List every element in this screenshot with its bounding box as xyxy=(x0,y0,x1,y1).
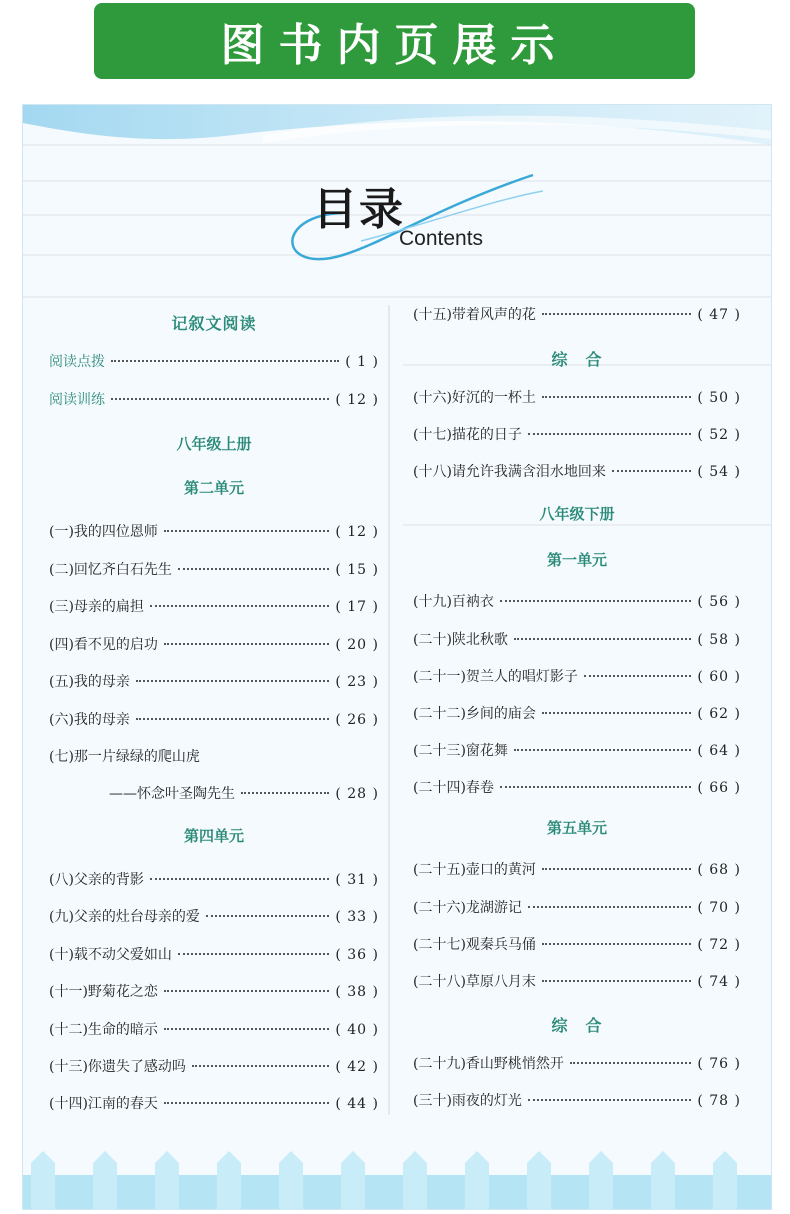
toc-entry-title: (十)载不动父爱如山 xyxy=(49,947,172,963)
toc-entry-page: ( 23 ) xyxy=(335,674,379,690)
toc-entry[interactable] xyxy=(49,559,379,579)
toc-entry-title: (九)父亲的灶台母亲的爱 xyxy=(49,909,200,925)
leader-dots xyxy=(164,643,329,645)
toc-entry-title: (三十)雨夜的灯光 xyxy=(413,1093,522,1109)
leader-dots xyxy=(136,718,329,720)
section-heading: 八年级上册 xyxy=(176,435,252,453)
toc-entry-title: (二十八)草原八月末 xyxy=(413,974,536,990)
leader-dots xyxy=(111,398,329,400)
toc-entry-title: (二十六)龙湖游记 xyxy=(413,900,522,916)
toc-entry-page: ( 54 ) xyxy=(697,464,741,480)
toc-entry-page: ( 38 ) xyxy=(335,984,379,1000)
section-heading: 记叙文阅读 xyxy=(171,314,257,333)
toc-entry[interactable] xyxy=(413,591,741,611)
toc-entry-page: ( 72 ) xyxy=(697,937,741,953)
toc-entry[interactable] xyxy=(413,740,741,760)
toc-entry[interactable] xyxy=(413,629,741,649)
banner-title: 图书内页展示 xyxy=(220,20,569,71)
leader-dots xyxy=(612,470,691,472)
section-heading: 八年级下册 xyxy=(539,505,615,523)
toc-entry[interactable] xyxy=(413,461,741,481)
toc-entry[interactable] xyxy=(49,1093,379,1113)
section-heading: 第一单元 xyxy=(546,551,607,569)
leader-dots xyxy=(528,906,691,908)
leader-dots xyxy=(542,313,691,315)
leader-dots xyxy=(206,915,329,917)
toc-entry-page: ( 64 ) xyxy=(697,743,741,759)
toc-entry-page: ( 44 ) xyxy=(335,1096,379,1112)
book-page xyxy=(22,104,772,1210)
toc-entry-page: ( 12 ) xyxy=(335,524,379,540)
toc-entry[interactable] xyxy=(413,1053,741,1073)
toc-entry-page: ( 33 ) xyxy=(335,909,379,925)
toc-entry-title: (二十七)观秦兵马俑 xyxy=(413,937,536,953)
toc-entry-title: (三)母亲的扁担 xyxy=(49,599,144,615)
toc-entry[interactable] xyxy=(49,1056,379,1076)
toc-entry-title: (四)看不见的启功 xyxy=(49,637,158,653)
leader-dots xyxy=(178,568,329,570)
toc-entry[interactable] xyxy=(49,869,379,889)
toc-entry-title: (二十九)香山野桃悄然开 xyxy=(413,1056,564,1072)
toc-entry-page: ( 60 ) xyxy=(697,669,741,685)
toc-entry-title: 阅读点拨 xyxy=(49,354,105,370)
toc-entry-page: ( 20 ) xyxy=(335,637,379,653)
leader-dots xyxy=(164,990,329,992)
leader-dots xyxy=(164,1028,329,1030)
leader-dots xyxy=(111,360,339,362)
toc-entry[interactable] xyxy=(49,521,379,541)
toc-entry[interactable] xyxy=(49,906,379,926)
toc-entry[interactable] xyxy=(413,934,741,954)
toc-entry[interactable] xyxy=(49,1019,379,1039)
toc-entry[interactable] xyxy=(49,709,379,729)
leader-dots xyxy=(500,600,691,602)
toc-entry-page: ( 56 ) xyxy=(697,594,741,610)
toc-entry-title: (十三)你遗失了感动吗 xyxy=(49,1059,186,1075)
toc-entry-page: ( 36 ) xyxy=(335,947,379,963)
section-heading: 第四单元 xyxy=(183,827,244,845)
leader-dots xyxy=(570,1062,691,1064)
toc-entry[interactable] xyxy=(49,671,379,691)
toc-entry-page: ( 50 ) xyxy=(697,390,741,406)
toc-entry-page: ( 58 ) xyxy=(697,632,741,648)
toc-entry-page: ( 31 ) xyxy=(335,872,379,888)
leader-dots xyxy=(542,943,691,945)
toc-entry[interactable] xyxy=(413,859,741,879)
toc-entry-title: (五)我的母亲 xyxy=(49,674,130,690)
toc-entry[interactable] xyxy=(49,351,379,371)
leader-dots xyxy=(136,680,329,682)
toc-entry[interactable] xyxy=(413,1090,741,1110)
promo-banner xyxy=(94,3,695,79)
toc-title: 目录 xyxy=(313,184,405,235)
leader-dots xyxy=(542,980,691,982)
leader-dots xyxy=(192,1065,329,1067)
toc-entry-title: (十一)野菊花之恋 xyxy=(49,984,158,1000)
toc-entry-title: (十六)好沉的一杯土 xyxy=(413,390,536,406)
toc-entry[interactable] xyxy=(413,703,741,723)
toc-entry-page: ( 1 ) xyxy=(345,354,379,370)
toc-entry[interactable] xyxy=(413,777,741,797)
leader-dots xyxy=(178,953,329,955)
toc-subtitle: Contents xyxy=(399,227,484,250)
toc-entry-title: (二十三)窗花舞 xyxy=(413,743,508,759)
toc-entry-title: (十八)请允许我满含泪水地回来 xyxy=(413,464,606,480)
toc-entry-page: ( 26 ) xyxy=(335,712,379,728)
leader-dots xyxy=(542,396,691,398)
leader-dots xyxy=(528,1099,691,1101)
toc-entry-page: ( 68 ) xyxy=(697,862,741,878)
section-heading: 第二单元 xyxy=(183,479,244,497)
toc-entry[interactable] xyxy=(49,981,379,1001)
toc-entry-page: ( 47 ) xyxy=(697,307,741,323)
leader-dots xyxy=(164,530,329,532)
toc-entry[interactable] xyxy=(413,971,741,991)
leader-dots xyxy=(150,878,329,880)
toc-entry-title: (十五)带着风声的花 xyxy=(413,307,536,323)
section-heading: 综 合 xyxy=(551,1016,603,1035)
toc-entry-page: ( 17 ) xyxy=(335,599,379,615)
toc-entry-page: ( 40 ) xyxy=(335,1022,379,1038)
toc-header xyxy=(313,173,484,250)
toc-entry[interactable] xyxy=(413,897,741,917)
background-decoration xyxy=(23,105,771,1209)
toc-entry-title: (十九)百衲衣 xyxy=(413,594,494,610)
toc-entry[interactable] xyxy=(413,387,741,407)
toc-entry-title: (六)我的母亲 xyxy=(49,712,130,728)
leader-dots xyxy=(528,433,691,435)
toc-entry[interactable] xyxy=(49,596,379,616)
toc-entry-page: ( 76 ) xyxy=(697,1056,741,1072)
leader-dots xyxy=(542,712,691,714)
toc-entry-title: (一)我的四位恩师 xyxy=(49,524,158,540)
toc-entry-page: ( 15 ) xyxy=(335,562,379,578)
toc-entry-title: (二)回忆齐白石先生 xyxy=(49,562,172,578)
toc-entry[interactable] xyxy=(413,424,741,444)
toc-entry[interactable] xyxy=(49,746,379,766)
toc-entry[interactable] xyxy=(413,304,741,324)
toc-entry[interactable] xyxy=(413,666,741,686)
toc-entry-page: ( 28 ) xyxy=(335,786,379,802)
toc-entry[interactable] xyxy=(49,389,379,409)
leader-dots xyxy=(241,792,329,794)
toc-entry-title: (八)父亲的背影 xyxy=(49,872,144,888)
toc-entry-title: (十二)生命的暗示 xyxy=(49,1022,158,1038)
leader-dots xyxy=(514,638,691,640)
toc-entry-page: ( 52 ) xyxy=(697,427,741,443)
toc-entry-page: ( 62 ) xyxy=(697,706,741,722)
section-heading: 综 合 xyxy=(551,350,603,369)
leader-dots xyxy=(514,749,691,751)
toc-entry[interactable] xyxy=(109,783,379,803)
toc-entry-title: ——怀念叶圣陶先生 xyxy=(109,786,235,802)
toc-entry-title: (十四)江南的春天 xyxy=(49,1096,158,1112)
leader-dots xyxy=(164,1102,329,1104)
toc-entry-title: (十七)描花的日子 xyxy=(413,427,522,443)
toc-entry-title: (二十二)乡间的庙会 xyxy=(413,706,536,722)
toc-entry-title: (二十四)春卷 xyxy=(413,780,494,796)
toc-entry[interactable] xyxy=(49,634,379,654)
toc-entry-page: ( 42 ) xyxy=(335,1059,379,1075)
toc-entry-title: (七)那一片绿绿的爬山虎 xyxy=(49,749,200,765)
leader-dots xyxy=(500,786,691,788)
toc-entry-page: ( 78 ) xyxy=(697,1093,741,1109)
toc-entry-page: ( 66 ) xyxy=(697,780,741,796)
toc-entry-title: (二十五)壶口的黄河 xyxy=(413,862,536,878)
toc-entry-page: ( 74 ) xyxy=(697,974,741,990)
toc-entry[interactable] xyxy=(49,944,379,964)
toc-entry-title: (二十一)贺兰人的唱灯影子 xyxy=(413,669,578,685)
toc-entry-title: 阅读训练 xyxy=(49,392,105,408)
toc-entry-title: (二十)陕北秋歌 xyxy=(413,632,508,648)
leader-dots xyxy=(150,605,329,607)
leader-dots xyxy=(584,675,691,677)
toc-entry-page: ( 12 ) xyxy=(335,392,379,408)
section-heading: 第五单元 xyxy=(546,819,607,837)
toc-entry-page: ( 70 ) xyxy=(697,900,741,916)
leader-dots xyxy=(542,868,691,870)
